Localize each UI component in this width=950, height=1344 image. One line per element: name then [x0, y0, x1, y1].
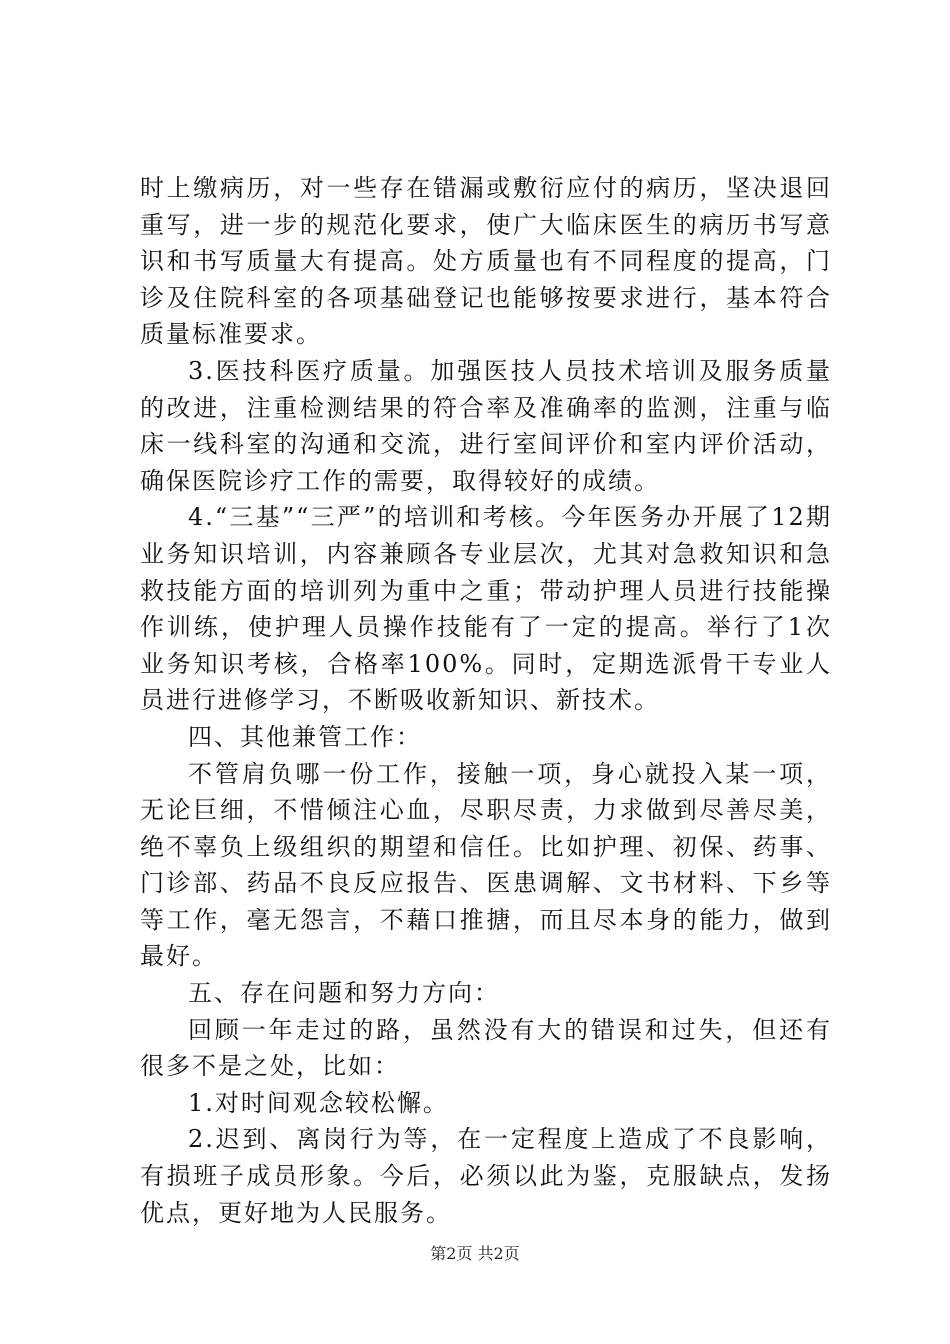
paragraph-continued: 时上缴病历，对一些存在错漏或敷衍应付的病历，坚决退回重写，进一步的规范化要求，使广大临床医生的病历书写意识和书写质量大有提高。处方质量也有不同程度的提高，门诊及住院科室的各项基础登记也能够按要求进行，基本符合质量标准要求。: [140, 174, 832, 349]
paragraph-other-work: 不管肩负哪一份工作，接触一项，身心就投入某一项，无论巨细，不惜倾注心血，尽职尽责，力求做到尽善尽美，绝不辜负上级组织的期望和信任。比如护理、初保、药事、门诊部、药品不良反应报告、医患调解、文书材料、下乡等等工作，毫无怨言，不藉口推搪，而且尽本身的能力，做到最好。: [140, 759, 832, 971]
section-heading-other-work: 四、其他兼管工作：: [188, 722, 422, 751]
document-body: [140, 170, 832, 1231]
section-heading-problems: 五、存在问题和努力方向：: [188, 979, 500, 1008]
page-footer: 第2页 共2页: [430, 1244, 520, 1263]
paragraph-review: 回顾一年走过的路，虽然没有大的错误和过失，但还有很多不是之处，比如：: [140, 1015, 832, 1081]
list-item-lateness: 2.迟到、离岗行为等，在一定程度上造成了不良影响，有损班子成员形象。今后，必须以此为鉴，克服缺点，发扬优点，更好地为人民服务。: [140, 1125, 832, 1227]
paragraph-medical-tech-quality: 3.医技科医疗质量。加强医技人员技术培训及服务质量的改进，注重检测结果的符合率及准确率的监测，注重与临床一线科室的沟通和交流，进行室间评价和室内评价活动，确保医院诊疗工作的需要，取得较好的成绩。: [140, 356, 832, 495]
paragraph-training-assessment: 4.“三基”“三严”的培训和考核。今年医务办开展了12期业务知识培训，内容兼顾各专业层次，尤其对急救知识和急救技能方面的培训列为重中之重；带动护理人员进行技能操作训练，使护理人员操作技能有了一定的提高。举行了1次业务知识考核，合格率100%。同时，定期选派骨干专业人员进行进修学习，不断吸收新知识、新技术。: [140, 503, 832, 715]
list-item-time-concept: 1.对时间观念较松懈。: [188, 1088, 449, 1117]
